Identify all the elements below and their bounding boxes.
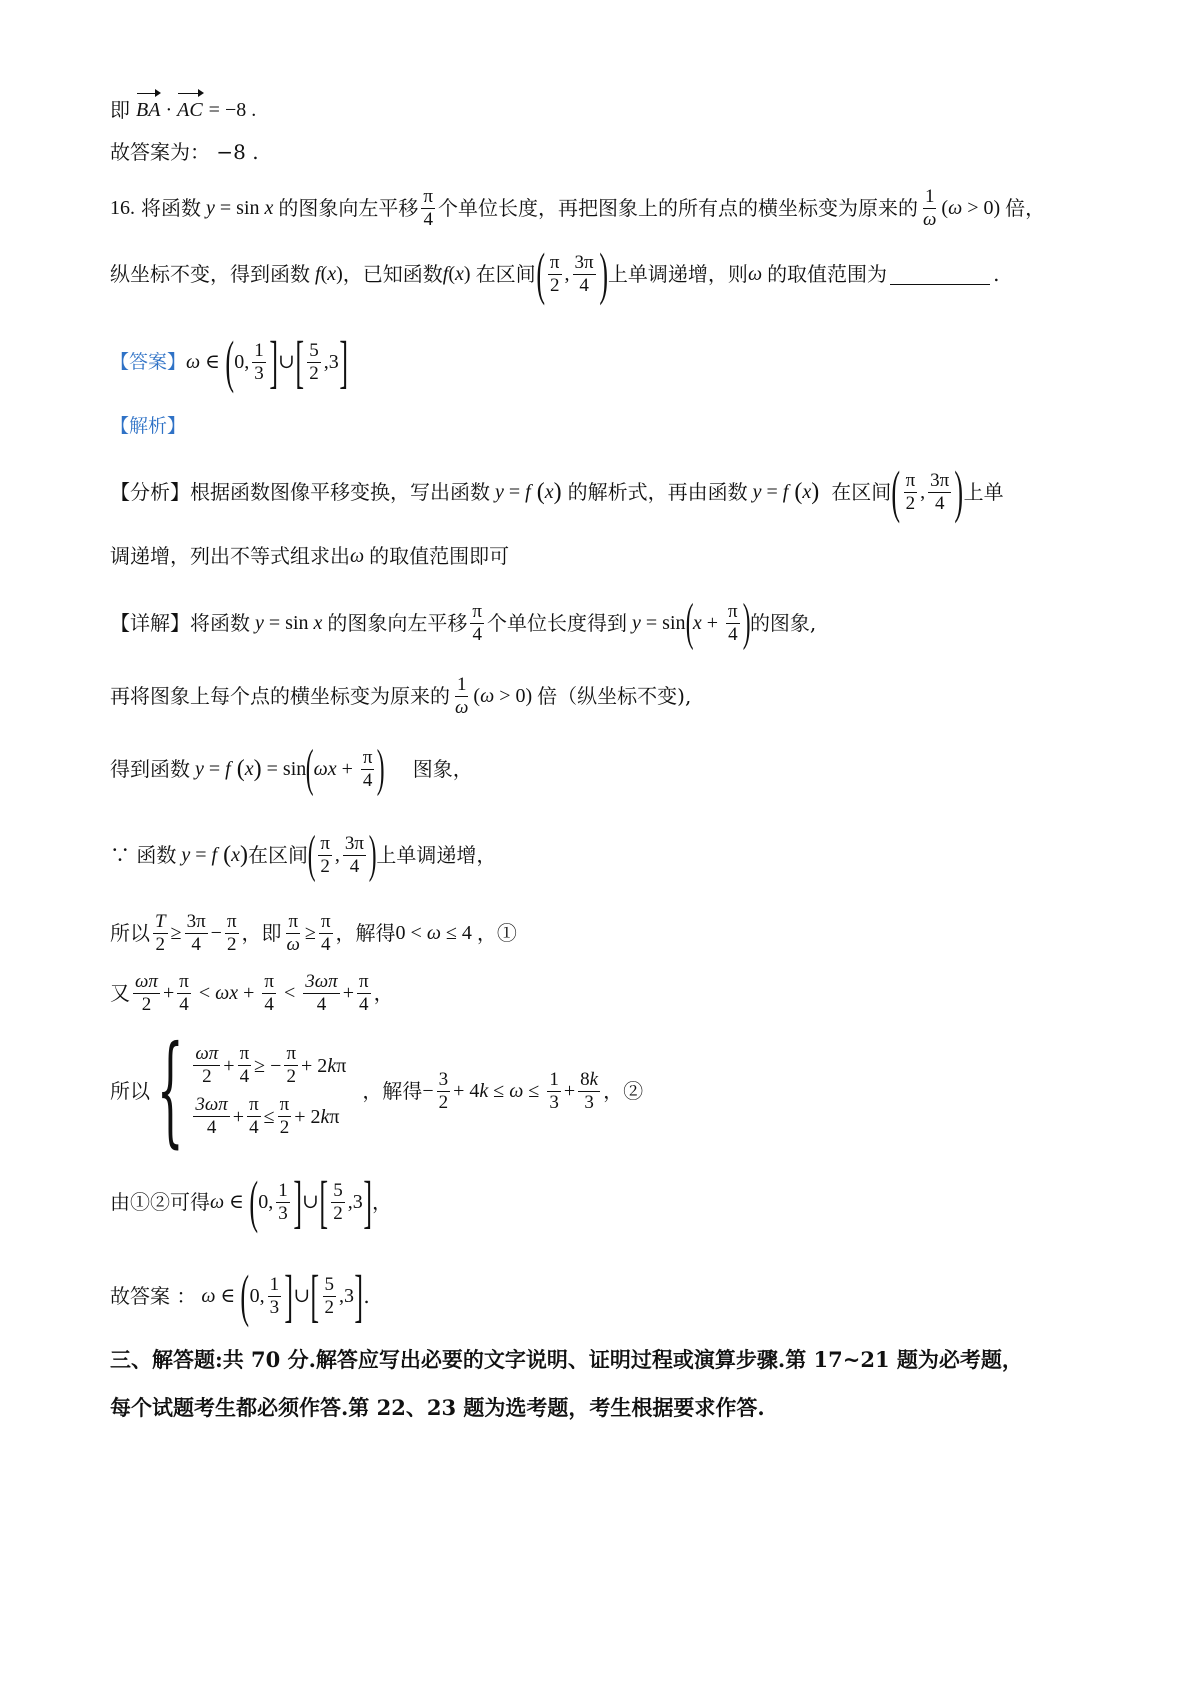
detail-line-2: 再将图象上每个点的横坐标变为原来的 $\frac{1}{\omega}$ ( ω > 0) 倍（纵坐标不变), bbox=[110, 673, 692, 718]
vector-ba: BA bbox=[136, 96, 160, 124]
text: ，解得 bbox=[335, 921, 396, 945]
analysis-label: 【解析】 bbox=[110, 415, 187, 437]
text: ， bbox=[373, 981, 394, 1005]
fraction-pi-over-4: $\frac{\pi}{4}$ bbox=[423, 185, 433, 230]
fraction-1-over-omega: $\frac{1}{\omega}$ bbox=[923, 185, 937, 230]
text: 调递增，列出不等式组求出 bbox=[110, 544, 350, 568]
text: 的取值范围为 bbox=[767, 262, 888, 286]
text: 的取值范围即可 bbox=[369, 544, 510, 568]
vector-rhs: = −8 . bbox=[208, 99, 257, 121]
text: 根据函数图像平移变换，写出函数 bbox=[190, 480, 490, 504]
text: 纵坐标不变，得到函数 bbox=[110, 262, 310, 286]
text: ，解得 bbox=[362, 1079, 423, 1103]
text: 所以 bbox=[110, 921, 150, 945]
text: 将函数 bbox=[141, 196, 201, 220]
text: ，已知函数 bbox=[342, 262, 443, 286]
text: ∵ 函数 bbox=[110, 843, 177, 867]
text: 个单位长度得到 bbox=[487, 611, 627, 635]
detail-line-7: 所以 { $\frac{\omega\pi}{2}$ + $\frac{\pi}{4}$ ≥ − $\frac{\pi}{2}$ + 2 k π $\frac{3\omega\pi}{4}$ + $\frac{\pi}{4}$ ≤ $\frac{\pi}{2}$ + 2 k π ，解得 − $\frac{3}{2}$ + 4 k ≤ ω ≤ $\frac{1}{3}$ + $\frac{8k}{3}$ ，② bbox=[110, 1021, 644, 1160]
inequality-system: { $\frac{\omega\pi}{2}$ + $\frac{\pi}{4}$ ≥ − $\frac{\pi}{2}$ + 2 k π $\frac{3\omega\pi}{4}$ + $\frac{\pi}{4}$ ≤ $\frac{\pi}{2}$ + 2 k π bbox=[156, 1021, 347, 1160]
detail-line-6: 又 $\frac{\omega\pi}{2}$ + $\frac{\pi}{4}$ < ωx + $\frac{\pi}{4}$ < $\frac{3\omega\pi}{4}$ + $\frac{\pi}{4}$ ， bbox=[110, 970, 394, 1015]
text: 个单位长度，再把图象上的所有点的横坐标变为原来的 bbox=[438, 196, 918, 220]
vector-result-line: 即 BA · AC = −8 . bbox=[110, 98, 257, 122]
text: 上单 bbox=[963, 480, 1004, 504]
text: . bbox=[993, 262, 1000, 286]
text-ji: 即 bbox=[110, 98, 130, 122]
answer-text-15: 故答案为： −8 . bbox=[110, 140, 259, 164]
text: 又 bbox=[110, 981, 130, 1005]
text: 上单调递增，则 bbox=[607, 262, 748, 286]
problem-16-line-2: 纵坐标不变，得到函数 f ( x ) ，已知函数 f ( x ) 在区间 ( $\frac{\pi}{2}$ , $\frac{3\pi}{4}$ ) 上单调递增，则 ω 的取值范围为 . bbox=[110, 241, 1000, 306]
text: 再将图象上每个点的横坐标变为原来的 bbox=[110, 684, 450, 708]
section-three-line-2 bbox=[110, 1394, 1140, 1422]
text: 的图象向左平移 bbox=[278, 196, 419, 220]
answer-label: 【答案】 bbox=[110, 351, 187, 373]
text: 上单调递增， bbox=[376, 843, 497, 867]
text: 的图象, bbox=[749, 611, 817, 635]
text: 的图象向左平移 bbox=[327, 611, 468, 635]
text: ，① bbox=[476, 921, 517, 945]
text: ，即 bbox=[241, 921, 282, 945]
problem-number: 16. bbox=[110, 197, 135, 219]
fenxi-line-1: 【分析】 根据函数图像平移变换，写出函数 y = f ( x ) 的解析式，再由函数 y = f ( x ) 在区间 ( $\frac{\pi}{2}$ , $\frac{3\pi}{4}$ ) 上单 bbox=[110, 459, 1004, 524]
text: 图象， bbox=[412, 757, 473, 781]
text: 故答案 ： bbox=[110, 1284, 197, 1308]
text: 在区间 bbox=[475, 262, 536, 286]
text: 得到函数 bbox=[110, 757, 190, 781]
text: 在区间 bbox=[247, 843, 308, 867]
text: ，② bbox=[603, 1079, 644, 1103]
vector-ac: AC bbox=[177, 96, 203, 124]
answer-blank[interactable] bbox=[890, 264, 990, 285]
text: ， bbox=[372, 1190, 393, 1214]
text: 的解析式，再由函数 bbox=[567, 480, 748, 504]
analysis-heading-line bbox=[110, 412, 1140, 440]
fenxi-line-2: 调递增，列出不等式组求出 ω 的取值范围即可 bbox=[110, 544, 510, 568]
fenxi-label: 【分析】 bbox=[110, 480, 190, 504]
detail-line-9: 故答案 ： ω ∈ ( 0, $\frac{1}{3}$ ] ∪ [ $\frac{5}{2}$ ,3 ] . bbox=[110, 1263, 370, 1328]
text: 倍， bbox=[1005, 196, 1046, 220]
text: 所以 bbox=[110, 1079, 150, 1103]
text: 倍（纵坐标不变), bbox=[537, 684, 692, 708]
section-three-text-2: 每个试题考生都必须作答.第 22、23 题为选考题，考生根据要求作答. bbox=[110, 1395, 765, 1420]
detail-label: 【详解】 bbox=[110, 611, 190, 635]
text: 在区间 bbox=[831, 480, 892, 504]
answer-line: 【答案】 ω ∈ ( 0, $\frac{1}{3}$ ] ∪ [ $\frac{5}{2}$ ,3 ] bbox=[110, 329, 348, 394]
text: . bbox=[363, 1284, 370, 1308]
problem-16-line-1: 16. 将函数 y = sin x 的图象向左平移 $\frac{\pi}{4}$ 个单位长度，再把图象上的所有点的横坐标变为原来的 $\frac{1}{\omega}$ ( ω > 0) 倍， bbox=[110, 185, 1046, 230]
section-three-text-1: 三、解答题:共 70 分.解答应写出必要的文字说明、证明过程或演算步骤.第 17~21 题为必考题， bbox=[110, 1347, 1023, 1372]
text: 由①②可得 bbox=[110, 1190, 210, 1214]
detail-line-3: 得到函数 y = f ( x ) = sin ( ωx + $\frac{\pi}{4}$ ) 图象， bbox=[110, 740, 473, 797]
answer-line-15 bbox=[110, 138, 1140, 166]
detail-line-5: 所以 $\frac{T}{2}$ ≥ $\frac{3\pi}{4}$ − $\frac{\pi}{2}$ ，即 $\frac{\pi}{\omega}$ ≥ $\frac{\pi}{4}$ ，解得 0 < ω ≤ 4 ，① bbox=[110, 910, 517, 955]
detail-line-4: ∵ 函数 y = f ( x ) 在区间 ( $\frac{\pi}{2}$ , $\frac{3\pi}{4}$ ) 上单调递增， bbox=[110, 826, 497, 883]
detail-line-8: 由①②可得 ω ∈ ( 0, $\frac{1}{3}$ ] ∪ [ $\frac{5}{2}$ ,3 ] ， bbox=[110, 1169, 393, 1234]
text: 将函数 bbox=[190, 611, 250, 635]
section-three-line-1 bbox=[110, 1346, 1140, 1374]
detail-line-1: 【详解】 将函数 y = sin x 的图象向左平移 $\frac{\pi}{4}$ 个单位长度得到 y = sin ( x + $\frac{\pi}{4}$ ) 的图象, bbox=[110, 594, 817, 651]
